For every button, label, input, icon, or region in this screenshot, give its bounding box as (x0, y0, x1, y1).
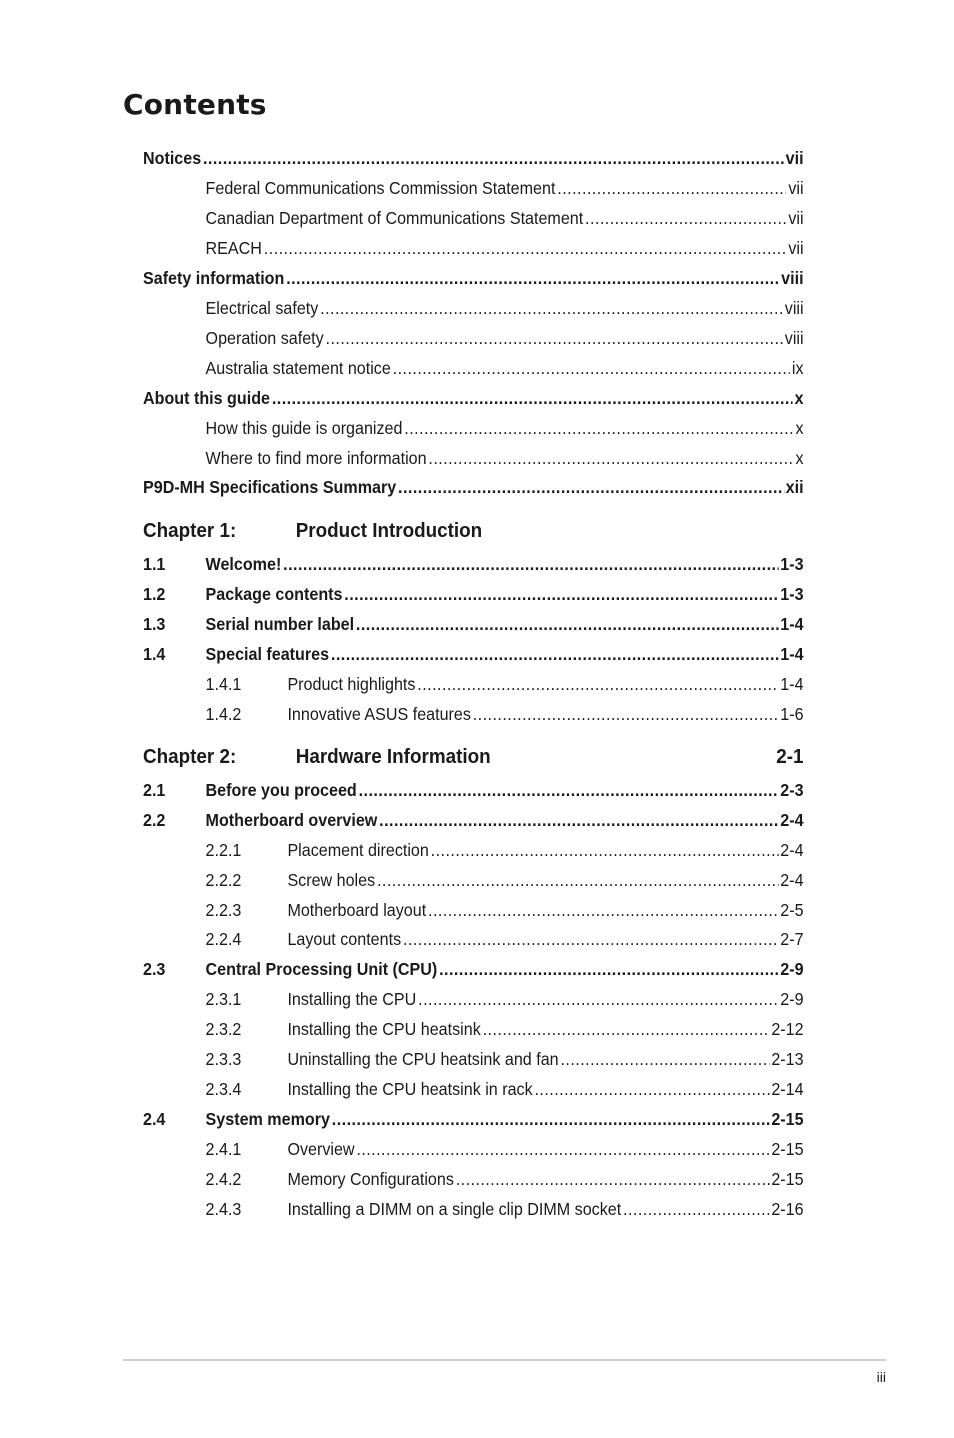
toc-page-number: 2-12 (771, 1019, 804, 1039)
toc-section-number: 2.4 (143, 1109, 166, 1129)
toc-entry-title: Central Processing Unit (CPU) (205, 959, 438, 979)
toc-entry-title: Motherboard overview (205, 810, 378, 830)
toc-entry[interactable] (143, 1134, 804, 1164)
toc-page-number: 2-4 (780, 810, 804, 830)
toc-dot-leader (356, 609, 779, 639)
toc-section-number: 2.4.1 (205, 1139, 242, 1159)
toc-dot-leader (320, 293, 783, 323)
toc-dot-leader (439, 954, 778, 984)
toc-chapter-heading[interactable] (143, 742, 804, 772)
toc-section-number: 2.3.3 (205, 1049, 242, 1069)
toc-entry[interactable] (143, 549, 804, 579)
toc-section-number: 2.1 (143, 780, 166, 800)
toc-entry-title: Installing the CPU heatsink (287, 1019, 481, 1039)
toc-entry-title: REACH (205, 238, 262, 258)
toc-entry[interactable] (143, 443, 804, 473)
toc-entry[interactable] (143, 609, 804, 639)
chapter-title: Product Introduction (295, 519, 483, 542)
toc-page-number: vii (788, 178, 804, 198)
toc-entry[interactable] (143, 924, 804, 954)
toc-entry-title: Uninstalling the CPU heatsink and fan (287, 1049, 559, 1069)
toc-section-number: 2.3.1 (205, 989, 242, 1009)
toc-entry-title: Screw holes (287, 870, 376, 890)
toc-dot-leader (326, 323, 783, 353)
chapter-label: Chapter 1: (143, 519, 237, 542)
toc-entry[interactable] (143, 383, 804, 413)
toc-section-number: 1.3 (143, 614, 166, 634)
toc-page-number: x (794, 388, 804, 408)
toc-entry-title: How this guide is organized (205, 418, 403, 438)
toc-entry[interactable] (143, 579, 804, 609)
toc-page-number: 2-13 (771, 1049, 804, 1069)
toc-page-number: vii (785, 148, 804, 168)
toc-entry[interactable] (143, 639, 804, 669)
toc-dot-leader (428, 443, 793, 473)
toc-entry-title: P9D-MH Specifications Summary (143, 477, 397, 497)
toc-entry[interactable] (143, 353, 804, 383)
toc-dot-leader (623, 1194, 769, 1224)
toc-entry[interactable] (143, 263, 804, 293)
toc-dot-leader (404, 413, 793, 443)
toc-page-number: 2-7 (780, 929, 804, 949)
toc-page-number: 1-6 (780, 704, 804, 724)
toc-entry[interactable] (143, 699, 804, 729)
toc-page-number: 2-15 (771, 1139, 804, 1159)
toc-dot-leader (359, 775, 779, 805)
toc-page-number: 2-4 (780, 870, 804, 890)
toc-entry[interactable] (143, 805, 804, 835)
toc-entry[interactable] (143, 1194, 804, 1224)
toc-entry[interactable] (143, 472, 804, 502)
toc-section-number: 2.2.1 (205, 840, 242, 860)
toc-entry-title: Notices (143, 148, 202, 168)
toc-entry[interactable] (143, 835, 804, 865)
page-title: Contents (123, 88, 267, 121)
toc-page-number: vii (788, 208, 804, 228)
toc-entry-title: Package contents (205, 584, 343, 604)
toc-dot-leader (344, 579, 778, 609)
toc-page-number: 2-3 (780, 780, 804, 800)
toc-section-number: 2.2.4 (205, 929, 242, 949)
toc-entry-title: Federal Communications Commission Statement (205, 178, 556, 198)
toc-entry-title: Canadian Department of Communications Statement (205, 208, 584, 228)
toc-entry[interactable] (143, 865, 804, 895)
toc-entry[interactable] (143, 203, 804, 233)
toc-entry[interactable] (143, 1104, 804, 1134)
toc-entry[interactable] (143, 1164, 804, 1194)
toc-page-number: x (795, 448, 804, 468)
footer-divider (123, 1359, 886, 1361)
toc-dot-leader (557, 173, 786, 203)
toc-dot-leader (393, 353, 790, 383)
toc-entry-title: Welcome! (205, 554, 282, 574)
toc-entry[interactable] (143, 1014, 804, 1044)
toc-dot-leader (332, 1104, 770, 1134)
toc-dot-leader (379, 805, 778, 835)
toc-section-number: 2.3.2 (205, 1019, 242, 1039)
toc-section-number: 1.2 (143, 584, 166, 604)
toc-page-number: ix (791, 358, 804, 378)
toc-page-number: 2-14 (771, 1079, 804, 1099)
toc-section-number: 1.4.1 (205, 674, 242, 694)
toc-entry[interactable] (143, 895, 804, 925)
toc-dot-leader (534, 1074, 769, 1104)
toc-dot-leader (331, 639, 779, 669)
toc-dot-leader (286, 263, 779, 293)
toc-entry[interactable] (143, 233, 804, 263)
toc-page-number: 2-4 (780, 840, 804, 860)
toc-dot-leader (403, 924, 778, 954)
toc-section-number: 2.4.2 (205, 1169, 242, 1189)
toc-dot-leader (418, 984, 778, 1014)
toc-page-number: 1-4 (780, 614, 804, 634)
toc-entry-title: Before you proceed (205, 780, 357, 800)
toc-section-number: 2.2 (143, 810, 166, 830)
toc-section-number: 2.2.3 (205, 900, 242, 920)
toc-page-number: 2-15 (771, 1169, 804, 1189)
toc-entry-title: Overview (287, 1139, 355, 1159)
toc-page-number: x (795, 418, 804, 438)
toc-section-number: 1.4.2 (205, 704, 242, 724)
toc-entry-title: Motherboard layout (287, 900, 427, 920)
chapter-page-number: 2-1 (776, 745, 804, 768)
toc-page-number: viii (781, 268, 804, 288)
toc-page-number: 2-15 (771, 1109, 804, 1129)
toc-dot-leader (398, 472, 784, 502)
toc-entry-title: Installing the CPU (287, 989, 417, 1009)
toc-chapter-heading[interactable] (143, 516, 804, 546)
toc-entry-title: About this guide (143, 388, 271, 408)
toc-dot-leader (560, 1044, 769, 1074)
toc-section-number: 2.2.2 (205, 870, 242, 890)
toc-entry[interactable] (143, 293, 804, 323)
toc-entry[interactable] (143, 143, 804, 173)
toc-entry-title: Special features (205, 644, 330, 664)
toc-page-number: 2-9 (780, 959, 804, 979)
toc-page-number: 2-9 (780, 989, 804, 1009)
toc-section-number: 1.1 (143, 554, 166, 574)
toc-entry-title: Australia statement notice (205, 358, 391, 378)
chapter-label: Chapter 2: (143, 745, 237, 768)
toc-entry[interactable] (143, 173, 804, 203)
toc-page-number: xii (785, 477, 804, 497)
toc-entry-title: Installing a DIMM on a single clip DIMM socket (287, 1199, 622, 1219)
toc-page-number: 2-16 (771, 1199, 804, 1219)
toc-dot-leader (417, 669, 778, 699)
toc-page-number: 1-3 (780, 554, 804, 574)
toc-dot-leader (483, 1014, 770, 1044)
toc-dot-leader (585, 203, 786, 233)
toc-dot-leader (428, 895, 778, 925)
toc-entry[interactable] (143, 323, 804, 353)
toc-entry-title: Safety information (143, 268, 285, 288)
toc-section-number: 2.3 (143, 959, 166, 979)
toc-entry-title: Product highlights (287, 674, 416, 694)
toc-entry-title: Innovative ASUS features (287, 704, 471, 724)
toc-page-number: 2-5 (780, 900, 804, 920)
chapter-title: Hardware Information (295, 745, 491, 768)
toc-entry-title: Installing the CPU heatsink in rack (287, 1079, 533, 1099)
toc-section-number: 2.3.4 (205, 1079, 242, 1099)
toc-page-number: 1-3 (780, 584, 804, 604)
toc-section-number: 2.4.3 (205, 1199, 242, 1219)
toc-entry[interactable] (143, 1074, 804, 1104)
toc-entry[interactable] (143, 984, 804, 1014)
toc-dot-leader (272, 383, 793, 413)
toc-entry[interactable] (143, 413, 804, 443)
toc-dot-leader (356, 1134, 769, 1164)
toc-entry[interactable] (143, 775, 804, 805)
toc-page-number: 1-4 (780, 644, 804, 664)
toc-page-number: vii (788, 238, 804, 258)
toc-dot-leader (264, 233, 787, 263)
toc-entry[interactable] (143, 954, 804, 984)
toc-entry[interactable] (143, 669, 804, 699)
toc-entry-title: Layout contents (287, 929, 402, 949)
toc-entry-title: Electrical safety (205, 298, 319, 318)
toc-dot-leader (283, 549, 778, 579)
toc-dot-leader (377, 865, 778, 895)
toc-entry-title: Where to find more information (205, 448, 427, 468)
toc-entry[interactable] (143, 1044, 804, 1074)
toc-entry-title: Memory Configurations (287, 1169, 454, 1189)
toc-page-number: viii (784, 328, 804, 348)
toc-section-number: 1.4 (143, 644, 166, 664)
toc-dot-leader (203, 143, 784, 173)
toc-dot-leader (456, 1164, 770, 1194)
toc-dot-leader (473, 699, 779, 729)
toc-dot-leader (431, 835, 779, 865)
toc-page-number: viii (784, 298, 804, 318)
toc-entry-title: System memory (205, 1109, 330, 1129)
footer-page-number: iii (876, 1369, 886, 1385)
toc-entry-title: Operation safety (205, 328, 324, 348)
toc-entry-title: Serial number label (205, 614, 355, 634)
toc-page-number: 1-4 (780, 674, 804, 694)
toc-entry-title: Placement direction (287, 840, 429, 860)
